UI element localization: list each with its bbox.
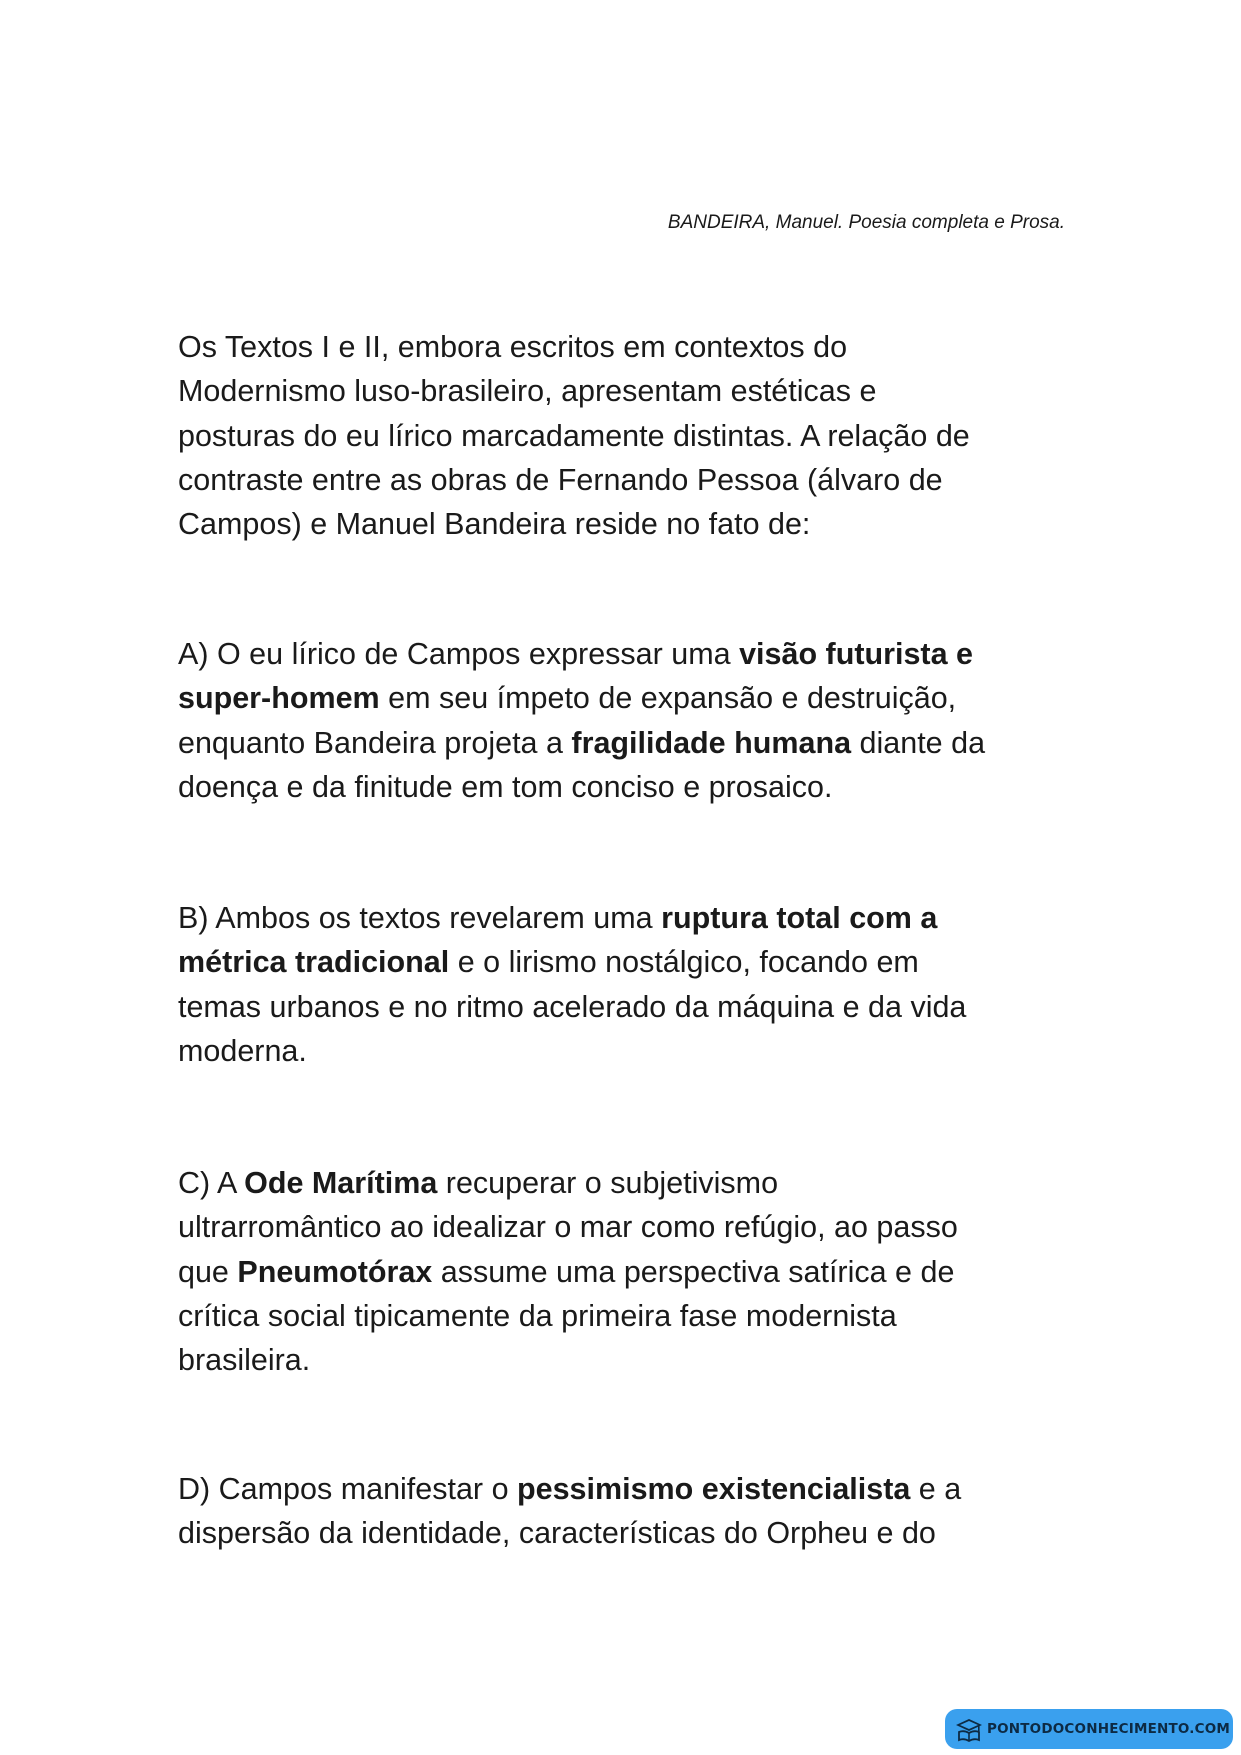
text-line: [178, 414, 1078, 458]
text-run: B) Ambos os textos revelarem uma: [178, 901, 662, 935]
graduation-cap-book-icon: [955, 1716, 983, 1742]
text-line: [178, 940, 1078, 984]
text-line: [178, 1338, 1078, 1382]
text-line: [178, 632, 1078, 676]
text-line: [178, 1161, 1078, 1205]
text-run: doença e da finitude em tom conciso e prosaico.: [178, 769, 833, 804]
text-run: Modernismo luso-brasileiro, apresentam estéticas e: [178, 374, 877, 409]
text-line: [178, 765, 1078, 809]
bold-phrase: ruptura total com a: [661, 901, 938, 935]
text-line: [178, 676, 1078, 720]
text-run: enquanto Bandeira projeta a: [178, 725, 572, 760]
citation: BANDEIRA, Manuel. Poesia completa e Prosa.: [667, 212, 1065, 233]
text-run: assume uma perspectiva satírica e de: [432, 1254, 955, 1289]
text-line: [178, 721, 1078, 765]
text-run: recuperar o subjetivismo: [437, 1166, 779, 1200]
text-run: moderna.: [178, 1033, 307, 1068]
text-run: contraste entre as obras de Fernando Pessoa (álvaro de: [178, 462, 943, 497]
bold-phrase: métrica tradicional: [178, 945, 450, 980]
bold-phrase: super-homem: [178, 681, 380, 716]
text-run: e a: [910, 1472, 962, 1506]
text-run: ultrarromântico ao idealizar o mar como refúgio, ao passo: [178, 1210, 958, 1245]
option-a: [178, 632, 1078, 809]
text-run: C) A: [178, 1166, 245, 1200]
text-run: que: [178, 1254, 238, 1289]
text-run: brasileira.: [178, 1343, 311, 1378]
text-run: A) O eu lírico de Campos expressar uma: [178, 637, 740, 671]
text-line: [178, 1467, 1078, 1511]
bold-phrase: Pneumotórax: [237, 1254, 433, 1289]
text-run: diante da: [851, 725, 986, 760]
text-line: [178, 1250, 1078, 1294]
text-run: Os Textos I e II, embora escritos em contextos do: [178, 330, 848, 364]
text-run: temas urbanos e no ritmo acelerado da máquina e da vida: [178, 989, 967, 1024]
text-line: [178, 458, 1078, 502]
option-c: [178, 1161, 1078, 1382]
text-run: e o lirismo nostálgico, focando em: [449, 945, 919, 980]
text-line: [178, 502, 1078, 546]
option-b: [178, 896, 1078, 1073]
text-line: [178, 1511, 1078, 1555]
text-line: [178, 325, 1078, 369]
text-run: D) Campos manifestar o: [178, 1472, 517, 1506]
bold-phrase: fragilidade humana: [571, 725, 852, 760]
text-line: [178, 1205, 1078, 1249]
text-line: [178, 1029, 1078, 1073]
option-d: [178, 1467, 1078, 1556]
site-watermark[interactable]: [945, 1709, 1233, 1749]
watermark-text: PONTODOCONHECIMENTO.COM: [987, 1721, 1231, 1737]
text-run: crítica social tipicamente da primeira fase modernista: [178, 1298, 897, 1333]
text-run: dispersão da identidade, características do Orpheu e do: [178, 1516, 936, 1551]
text-line: [178, 985, 1078, 1029]
bold-phrase: pessimismo existencialista: [517, 1472, 911, 1506]
text-line: [178, 369, 1078, 413]
text-line: [178, 896, 1078, 940]
text-run: em seu ímpeto de expansão e destruição,: [379, 681, 957, 716]
text-line: [178, 1294, 1078, 1338]
bold-phrase: Ode Marítima: [244, 1166, 438, 1200]
text-run: Campos) e Manuel Bandeira reside no fato de:: [178, 507, 811, 542]
question-stem: [178, 325, 1078, 546]
bold-phrase: visão futurista e: [739, 637, 973, 671]
text-run: posturas do eu lírico marcadamente distintas. A relação de: [178, 418, 970, 453]
